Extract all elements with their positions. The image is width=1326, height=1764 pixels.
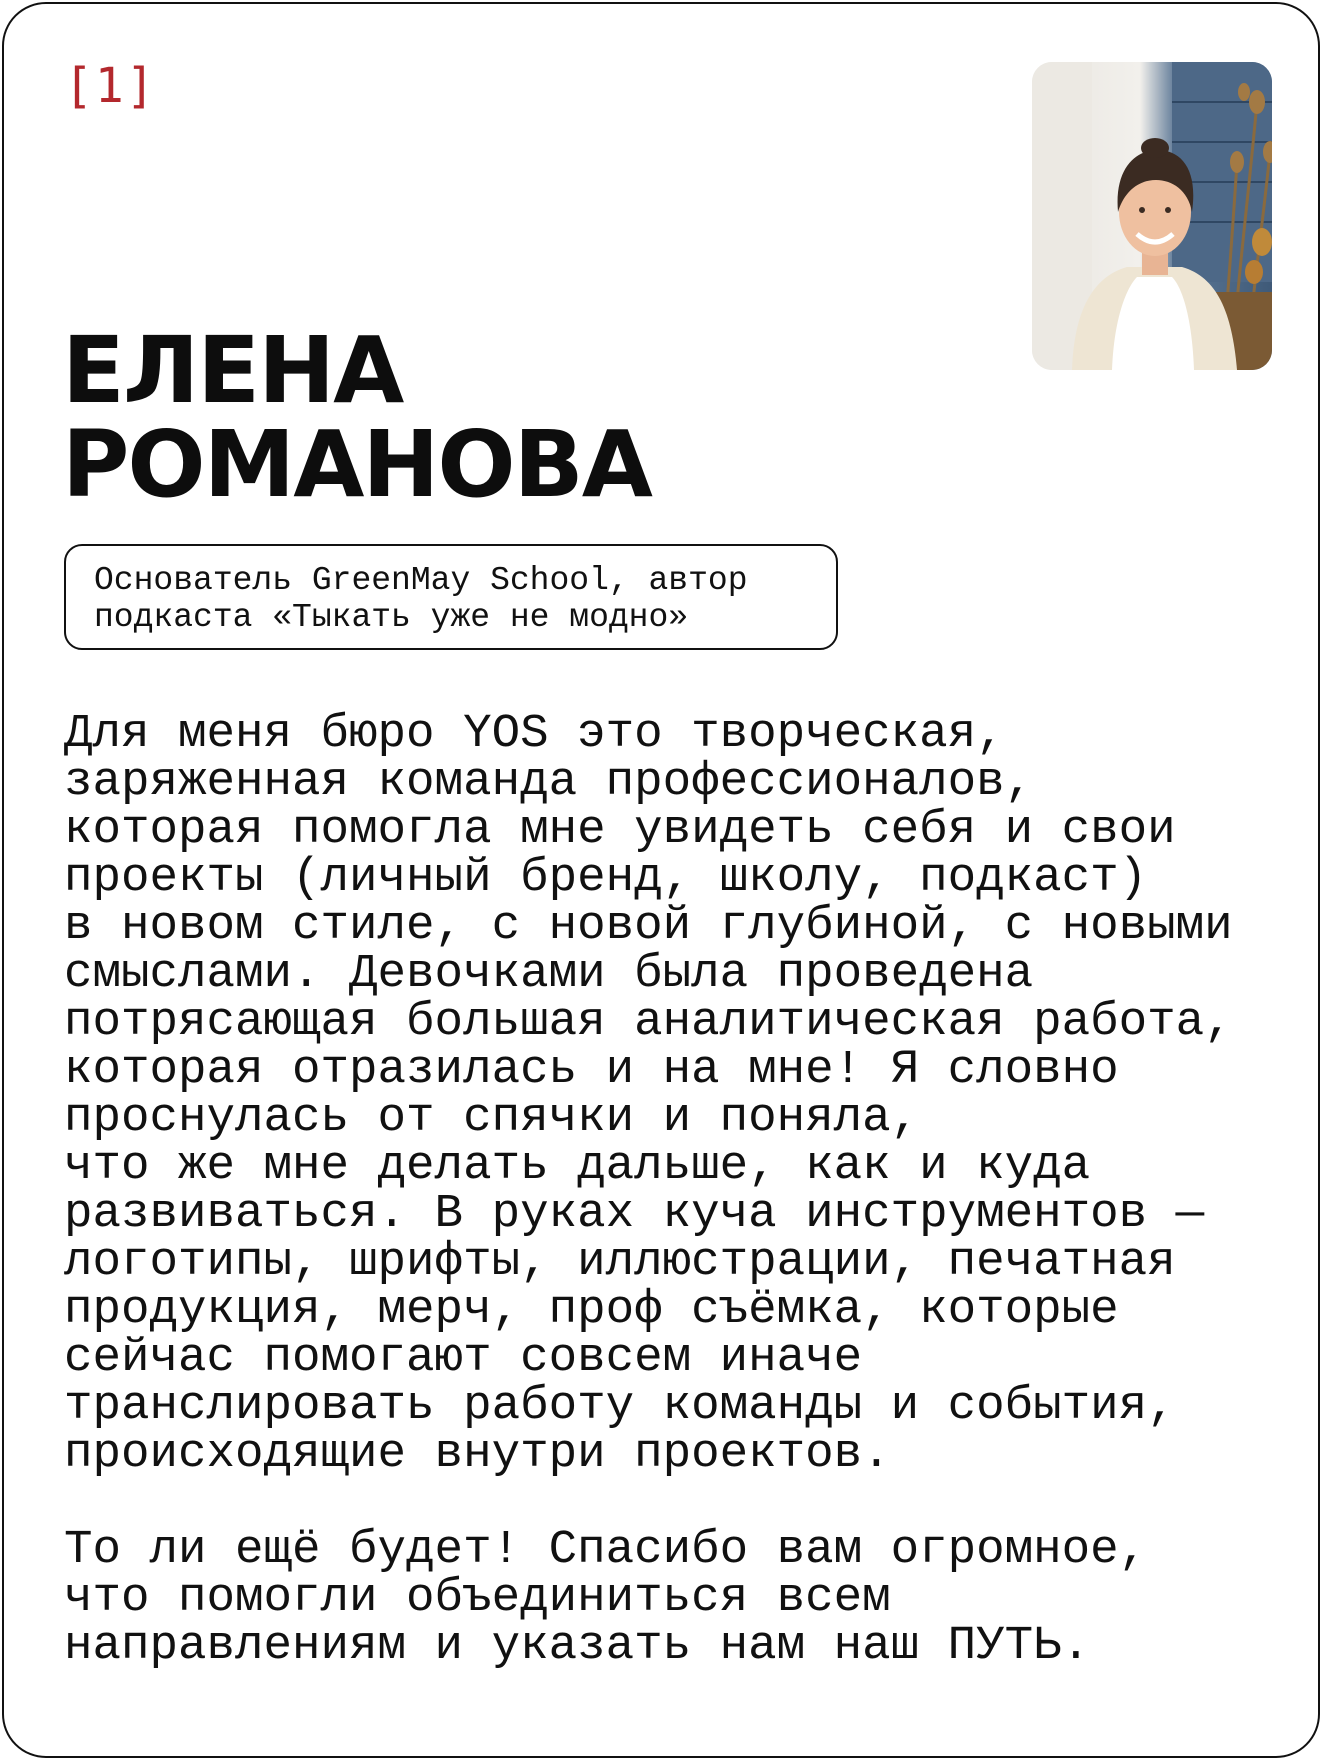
name-line-last: РОМАНОВА [62,411,651,518]
quote-line: что же мне делать дальше, как и куда [64,1139,1091,1193]
quote-line: сейчас помогают совсем иначе [64,1331,863,1385]
card-number-label: [1] [64,58,157,114]
quote-line: смыслами. Девочками была проведена [64,947,1034,1001]
testimonial-text [64,707,1284,1673]
quote-line: в новом стиле, с новой глубиной, с новыми [64,899,1233,953]
quote-line: которая помогла мне увидеть себя и свои [64,803,1176,857]
testimonial-card [2,2,1320,1758]
role-line: подкаста «Тыкать уже не модно» [94,599,689,636]
quote-line: развиваться. В руках куча инструментов — [64,1187,1205,1241]
role-line: Основатель GreenMay School, автор [94,562,748,599]
quote-line: потрясающая большая аналитическая работа, [64,995,1233,1049]
paragraph-gap [64,1478,1284,1526]
quote-line: логотипы, шрифты, иллюстрации, печатная [64,1235,1176,1289]
quote-line: заряженная команда профессионалов, [64,755,1034,809]
quote-line: что помогли объединиться всем [64,1571,891,1625]
portrait-illustration [1032,62,1272,370]
quote-line: транслировать работу команды и события, [64,1379,1176,1433]
portrait-photo [1032,62,1272,370]
quote-line: проснулась от спячки и поняла, [64,1091,920,1145]
name-line-first: ЕЛЕНА [62,317,403,424]
role-badge [64,544,838,650]
quote-line: направлениям и указать нам наш ПУТЬ. [64,1619,1091,1673]
quote-line: продукция, мерч, проф съёмка, которые [64,1283,1119,1337]
quote-line: происходящие внутри проектов. [64,1427,891,1481]
quote-line: которая отразилась и на мне! Я словно [64,1043,1119,1097]
quote-line: проекты (личный бренд, школу, подкаст) [64,851,1148,905]
quote-line: То ли ещё будет! Спасибо вам огромное, [64,1523,1148,1577]
quote-line: Для меня бюро YOS это творческая, [64,707,1005,761]
person-name [62,317,651,518]
